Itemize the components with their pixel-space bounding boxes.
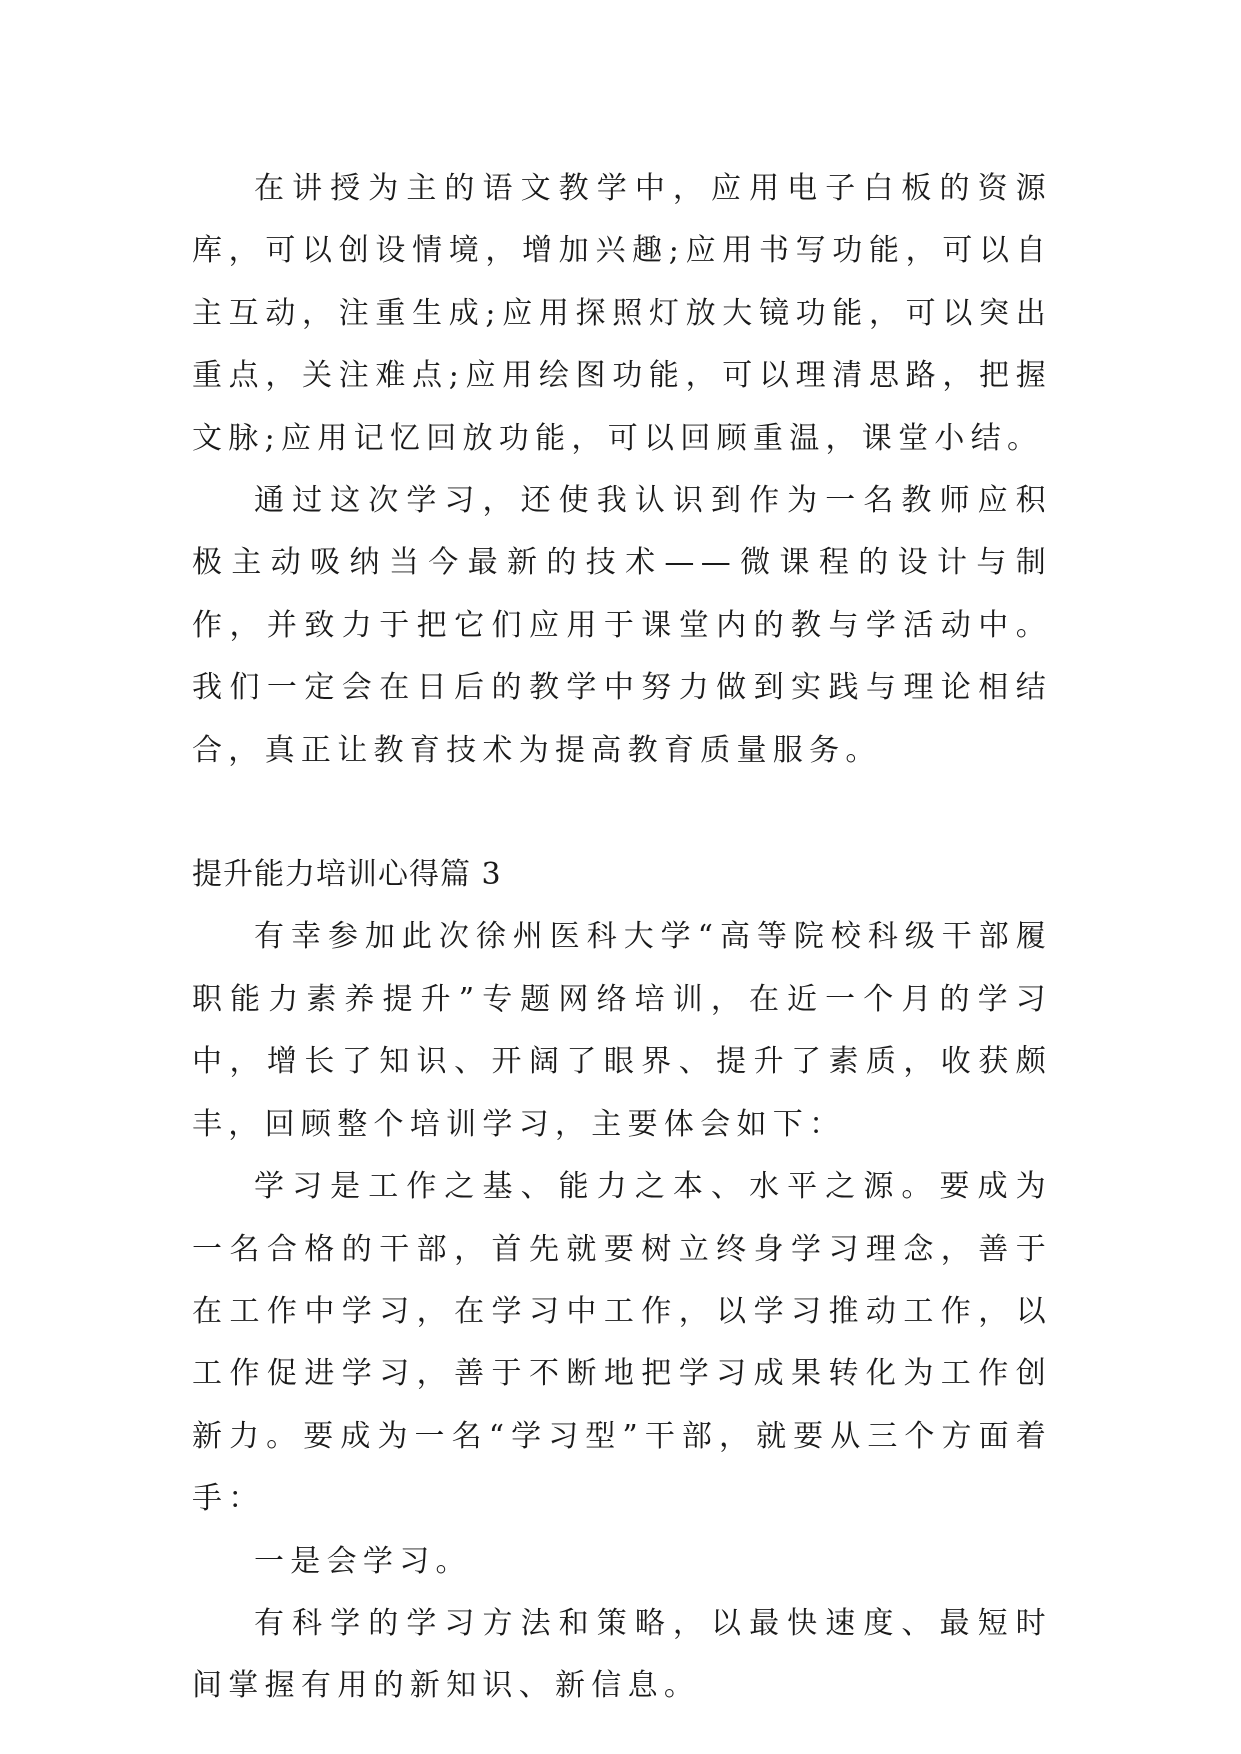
paragraph-learning-method: 有科学的学习方法和策略，以最快速度、最短时间掌握有用的新知识、新信息。 [192,1605,1052,1704]
paragraph-learning-foundation: 学习是工作之基、能力之本、水平之源。要成为一名合格的干部，首先就要树立终身学习理念，善于在工作中学习，在学习中工作，以学习推动工作，以工作促进学习，善于不断地把学习成果转化为工作创新力。要成为一名“学习型”干部，就要从三个方面着手： [192,1169,1052,1517]
document-body [192,158,1052,1718]
paragraph-training-intro: 有幸参加此次徐州医科大学“高等院校科级干部履职能力素养提升”专题网络培训，在近一个月的学习中，增长了知识、开阔了眼界、提升了素质，收获颇丰，回顾整个培训学习，主要体会如下： [192,919,1052,1142]
section-heading: 提升能力培训心得篇 3 [192,857,502,893]
paragraph-whiteboard-usage: 在讲授为主的语文教学中，应用电子白板的资源库，可以创设情境，增加兴趣;应用书写功能，可以自主互动，注重生成;应用探照灯放大镜功能，可以突出重点，关注难点;应用绘图功能，可以理清思路，把握文脉;应用记忆回放功能，可以回顾重温，课堂小结。 [192,171,1052,456]
paragraph-point-one: 一是会学习。 [254,1543,472,1579]
paragraph-study-reflection: 通过这次学习，还使我认识到作为一名教师应积极主动吸纳当今最新的技术——微课程的设计与制作，并致力于把它们应用于课堂内的教与学活动中。我们一定会在日后的教学中努力做到实践与理论相结合，真正让教育技术为提高教育质量服务。 [192,483,1052,768]
